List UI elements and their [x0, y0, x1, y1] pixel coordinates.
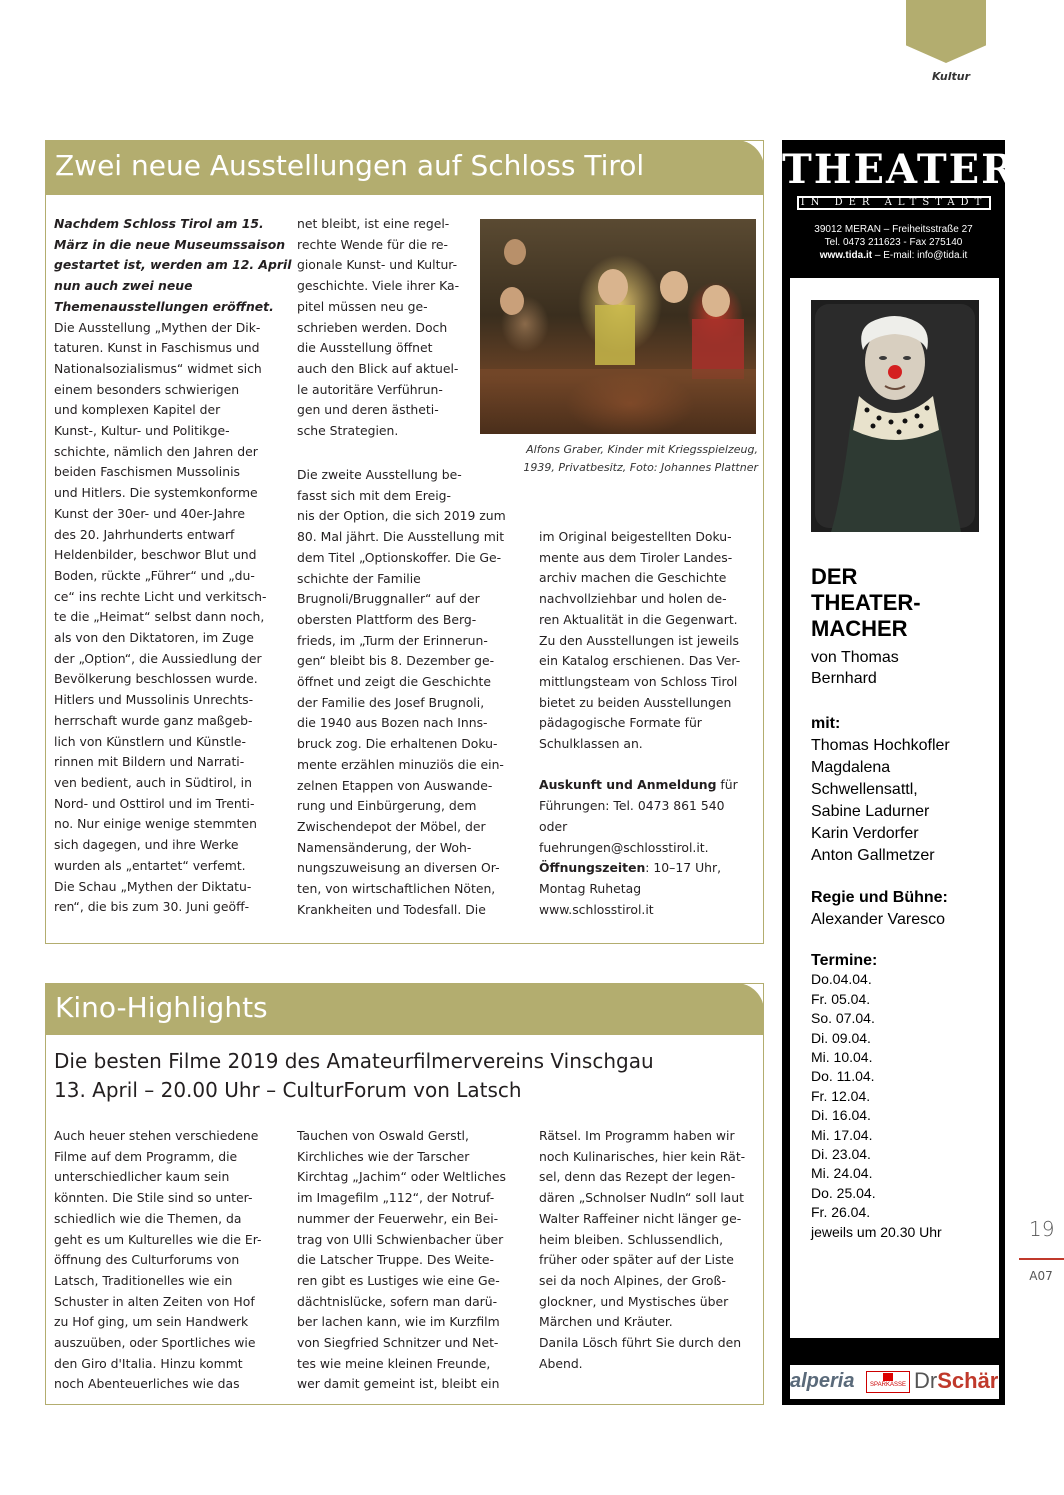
article2-body-3 [539, 1126, 763, 1374]
alperia-logo: alperia [790, 1370, 855, 1392]
text-line: fasst sich mit dem Ereig- [297, 487, 452, 503]
text-line: ren Aktualität in die Gegenwart. [539, 611, 738, 627]
play-title-line: MACHER [811, 616, 908, 641]
drschaer-name: Schär [937, 1368, 999, 1393]
drschaer-prefix: Dr [914, 1368, 938, 1393]
text-line: und komplexen Kapitel der [54, 402, 221, 418]
text-line: heim bleiben. Schlussendlich, [539, 1231, 724, 1247]
date-entry: Fr. 05.04. [811, 990, 871, 1007]
text-line: taturen. Kunst in Faschismus und [54, 340, 260, 356]
article1-column-1 [54, 214, 292, 918]
text-line: die Latscher Truppe. Des Weite- [297, 1252, 495, 1268]
text-line: Filme auf dem Programm, die [54, 1148, 238, 1164]
article2-body-2 [297, 1126, 525, 1395]
theater-email: – E-mail: info@tida.it [872, 250, 968, 261]
text-line: Kirchliches wie der Tarscher [297, 1148, 470, 1164]
text-line: einem besonders schwierigen [54, 381, 240, 397]
text-line: früher oder später auf der Liste [539, 1252, 734, 1268]
text-line: Latsch, Traditionelles wie ein [54, 1272, 233, 1288]
text-line: ce“ ins rechte Licht und verkitsch- [54, 588, 267, 604]
text-line: Schuster in alten Zeiten von Hof [54, 1293, 255, 1309]
text-line: ren“, die bis zum 30. Juni geöff- [54, 899, 250, 915]
text-line: pitel müssen neu ge- [297, 298, 428, 314]
theater-logo-title: THEATER [782, 146, 1017, 193]
hours-text: : 10–17 Uhr, [645, 860, 722, 876]
text-line: nummer der Feuerwehr, ein Bei- [297, 1210, 499, 1226]
text-line: noch Kulinarisches, hier kein Rät- [539, 1148, 746, 1164]
text-line: zelnen Etappen von Auswande- [297, 777, 493, 793]
article1-lead [54, 214, 292, 318]
article2-body-1 [54, 1126, 280, 1395]
text-line: Rätsel. Im Programm haben wir [539, 1128, 735, 1143]
text-line: fuehrungen@schlosstirol.it. [539, 839, 709, 855]
date-entry: Di. 23.04. [811, 1146, 871, 1163]
text-line: nungszuweisung an diversen Or- [297, 860, 500, 876]
text-line: öffnet und zeigt die Geschichte [297, 674, 491, 690]
text-line: Boden, rückte „Führer“ und „du- [54, 567, 255, 583]
text-line: sei da noch Alpines, der Groß- [539, 1272, 726, 1288]
clown-portrait-illustration [811, 300, 979, 532]
play-title-line: THEATER- [811, 590, 921, 615]
text-line: archiv machen die Geschichte [539, 570, 727, 586]
text-line: te die „Heimat“ selbst dann noch, [54, 609, 265, 625]
theater-web-url: www.tida.it [819, 250, 873, 261]
date-entry: Mi. 17.04. [811, 1126, 873, 1143]
text-line: die 1940 aus Bozen nach Inns- [297, 715, 488, 731]
sparkasse-icon [883, 1373, 893, 1381]
text-line: 80. Mal jährt. Die Ausstellung mit [297, 529, 505, 545]
text-line: der „Option“, die Aussiedlung der [54, 650, 262, 666]
cast-name: Karin Verdorfer [811, 825, 919, 842]
text-line: mittlungsteam von Schloss Tirol [539, 673, 738, 689]
date-entry: Do. 25.04. [811, 1184, 876, 1201]
play-author-line: von Thomas [811, 649, 899, 666]
cast-label: mit: [811, 715, 841, 732]
text-line: sich dagegen, und ihre Werke [54, 837, 239, 853]
text-line: Danila Lösch führt Sie durch den [539, 1335, 742, 1351]
poster-image [811, 300, 979, 532]
text-line: schiedlich wie die Themen, da [54, 1210, 242, 1226]
article1-body-1 [54, 318, 280, 918]
text-line: Namensänderung, der Woh- [297, 839, 472, 855]
play-author-line: Bernhard [811, 670, 877, 687]
sparkasse-text: SPARKASSE [870, 1382, 906, 1388]
text-line: beiden Faschismen Mussolinis [54, 464, 240, 480]
subtitle-line: Die besten Filme 2019 des Amateurfilmervereins Vinschgau [54, 1049, 654, 1073]
contact-label: Auskunft und Anmeldung [539, 777, 717, 793]
text-line: den Giro d'Italia. Hinzu kommt [54, 1355, 243, 1371]
dates-label: Termine: [811, 952, 878, 969]
contact-lines [539, 796, 761, 858]
text-line: Brugnoli/Bruggnaller“ auf der [297, 591, 480, 607]
cast-list [811, 713, 950, 867]
play-title [811, 564, 921, 642]
text-line: wurden als „entartet“ verfemt. [54, 857, 246, 873]
text-line: Tauchen von Oswald Gerstl, [297, 1128, 469, 1143]
text-line: obersten Plattform des Berg- [297, 611, 477, 627]
text-line: Themenausstellungen eröffnet. [54, 298, 274, 314]
page-number: 19 [1029, 1217, 1055, 1241]
text-line: und Hitlers. Die systemkonforme [54, 485, 258, 501]
text-line: glockner, und Mystisches über [539, 1293, 729, 1309]
text-line: wer damit gemeint ist, bleibt ein [297, 1376, 500, 1392]
text-line: herrschaft wurde ganz maßgeb- [54, 712, 253, 728]
text-line: dächtnislücke, sofern man darü- [297, 1293, 498, 1309]
performance-dates [811, 951, 942, 1242]
text-line: Kirchtag „Jachim“ oder Weltliches [297, 1169, 506, 1185]
subtitle-line: 13. April – 20.00 Uhr – CulturForum von Latsch [54, 1078, 522, 1102]
article1-body-2a [297, 214, 475, 442]
text-line: oder [539, 818, 568, 834]
text-line: Schulklassen an. [539, 736, 643, 752]
hours-lines [539, 879, 761, 920]
text-line: net bleibt, ist eine regel- [297, 216, 450, 231]
page-tab [906, 0, 986, 63]
text-line: im Original beigestellten Doku- [539, 529, 732, 544]
caption-line: Alfons Graber, Kinder mit Kriegsspielzeug, [526, 443, 758, 456]
text-line: zu Hof ging, um sein Handwerk [54, 1314, 249, 1330]
date-entry: Fr. 26.04. [811, 1204, 871, 1221]
text-line: Nationalsozialismus“ widmet sich [54, 360, 262, 376]
text-line: Krankheiten und Todesfall. Die [297, 901, 486, 917]
section-label: Kultur [931, 70, 970, 83]
sponsor-bar [790, 1365, 999, 1399]
text-line: nun auch zwei neue [54, 278, 193, 294]
date-entry: Do. 11.04. [811, 1068, 875, 1085]
director-info [811, 887, 948, 931]
text-line: als von den Diktatoren, im Zuge [54, 630, 254, 646]
director-name: Alexander Varesco [811, 911, 945, 928]
date-entry: Do.04.04. [811, 971, 872, 988]
text-line: ven bedient, auch in Südtirol, in [54, 774, 252, 790]
text-line: von Siegfried Schnitzer und Net- [297, 1335, 499, 1351]
text-line: könnten. Die Stile sind so unter- [54, 1190, 253, 1206]
article2-column-3 [539, 1126, 763, 1374]
text-line: frieds, im „Turm der Erinnerun- [297, 632, 488, 648]
text-line: no. Nur einige wenige stemmten [54, 816, 257, 832]
cast-name: Magdalena [811, 759, 891, 776]
text-line: dem Titel „Optionskoffer. Die Ge- [297, 549, 502, 565]
text-line: Walter Raffeiner nicht länger ge- [539, 1210, 742, 1226]
text-line: mente erzählen minuziös die ein- [297, 756, 504, 772]
text-line: rechte Wende für die re- [297, 236, 448, 252]
text-line: sel, denn das Rezept der legen- [539, 1169, 736, 1185]
article-title-banner [45, 983, 764, 1035]
text-line: im Imagefilm „112“, der Notruf- [297, 1190, 495, 1206]
text-line: dären „Schnolser Nudln“ soll laut [539, 1190, 744, 1206]
text-line: le autoritäre Verführun- [297, 381, 443, 397]
text-line: unterschiedlicher kaum sein [54, 1169, 230, 1185]
cast-names [811, 735, 950, 867]
cast-name: Thomas Hochkofler [811, 737, 950, 754]
text-line: Bevölkerung beschlossen wurde. [54, 671, 258, 687]
text-line: Abend. [539, 1355, 583, 1371]
text-line: Hitlers und Mussolinis Unrechts- [54, 692, 254, 708]
text-line: tes wie meine kleinen Freunde, [297, 1355, 491, 1371]
text-line: Märchen und Kräuter. [539, 1314, 673, 1330]
article1-column-2b [297, 465, 525, 920]
article-title: Kino-Highlights [55, 991, 268, 1024]
cast-name: Sabine Ladurner [811, 803, 930, 820]
contact-info [539, 775, 761, 920]
text-line: nachvollziehbar und holen de- [539, 591, 727, 607]
sparkasse-logo [866, 1371, 910, 1393]
text-line: nis der Option, die sich 2019 zum [297, 508, 506, 524]
text-line: schichte der Familie [297, 570, 421, 586]
text-line: auch den Blick auf aktuel- [297, 360, 459, 376]
date-entry: So. 07.04. [811, 1010, 875, 1027]
date-entry: Di. 16.04. [811, 1107, 871, 1124]
theater-web [782, 250, 1005, 261]
image-caption [500, 441, 758, 477]
painting-image [480, 219, 756, 434]
text-line: mente aus dem Tiroler Landes- [539, 549, 733, 565]
text-line: öffnung des Culturforums von [54, 1252, 240, 1268]
text-line: Führungen: Tel. 0473 861 540 [539, 798, 725, 814]
text-line: ten, von wirtschaftlichen Nöten, [297, 881, 496, 897]
text-line: noch Abenteuerliches wie das [54, 1376, 240, 1392]
text-line: rinnen mit Bildern und Narrati- [54, 754, 245, 770]
drschaer-logo [914, 1368, 998, 1394]
article-title: Zwei neue Ausstellungen auf Schloss Tirol [55, 149, 645, 182]
contact-text: für [716, 777, 738, 793]
text-line: Zu den Ausstellungen ist jeweils [539, 632, 740, 648]
text-line: bruck zog. Die erhaltenen Doku- [297, 736, 498, 752]
play-title-line: DER [811, 564, 858, 589]
article2-column-2 [297, 1126, 525, 1395]
theater-address: 39012 MERAN – Freiheitsstraße 27 [814, 224, 973, 235]
dates-list [811, 970, 942, 1242]
director-label: Regie und Bühne: [811, 889, 948, 906]
text-line: pädagogische Formate für [539, 715, 702, 731]
text-line: gestartet ist, werden am 12. April [54, 257, 292, 273]
text-line: bietet zu beiden Ausstellungen [539, 694, 732, 710]
date-entry: Mi. 24.04. [811, 1165, 873, 1182]
text-line: trag von Ulli Schwienbacher über [297, 1231, 504, 1247]
text-line: Kunst-, Kultur- und Politikge- [54, 423, 230, 439]
caption-line: 1939, Privatbesitz, Foto: Johannes Plattner [523, 461, 758, 474]
article1-column-2a [297, 214, 475, 442]
text-line: gen und deren ästheti- [297, 402, 439, 418]
text-line: der Familie des Josef Brugnoli, [297, 694, 485, 710]
text-line: ein Katalog erschienen. Das Ver- [539, 653, 741, 669]
article1-body-3 [539, 527, 761, 755]
text-line: Zwischendepot der Möbel, der [297, 818, 486, 834]
text-line: Die Schau „Mythen der Diktatu- [54, 878, 252, 894]
article-title-banner [45, 140, 764, 195]
text-line: auszuüben, oder Sportliches wie [54, 1335, 256, 1351]
article1-column-3 [539, 527, 761, 920]
cast-name: Anton Gallmetzer [811, 847, 935, 864]
hours-label: Öffnungszeiten [539, 860, 646, 876]
cast-name: Schwellensattl, [811, 781, 918, 798]
text-line: Auch heuer stehen verschiedene [54, 1128, 259, 1143]
text-line: lich von Künstlern und Künstle- [54, 733, 247, 749]
text-line: www.schlosstirol.it [539, 901, 654, 917]
text-line: rung und Einbürgerung, dem [297, 798, 477, 814]
text-line: gionale Kunst- und Kultur- [297, 257, 458, 273]
text-line: Nachdem Schloss Tirol am 15. [54, 216, 264, 231]
text-line: die Ausstellung öffnet [297, 340, 433, 356]
date-entry: jeweils um 20.30 Uhr [811, 1223, 942, 1240]
text-line: Nord- und Osttirol und im Trenti- [54, 795, 255, 811]
date-entry: Mi. 10.04. [811, 1049, 873, 1066]
theater-logo-subtitle: IN DER ALTSTADT [797, 196, 991, 210]
date-entry: Fr. 12.04. [811, 1087, 871, 1104]
theater-phone: Tel. 0473 211623 - Fax 275140 [824, 237, 963, 248]
text-line: sche Strategien. [297, 423, 399, 439]
text-line: Die zweite Ausstellung be- [297, 467, 462, 482]
page-code: A07 [1029, 1269, 1053, 1283]
text-line: März in die neue Museumssaison [54, 236, 286, 252]
text-line: Kunst der 30er- und 40er-Jahre [54, 505, 245, 521]
text-line: geschichte. Viele ihrer Ka- [297, 278, 460, 294]
article2-column-1 [54, 1126, 280, 1395]
text-line: gen“ bleibt bis 8. Dezember ge- [297, 653, 495, 669]
text-line: ren gibt es Lustiges wie eine Ge- [297, 1272, 500, 1288]
text-line: schrieben werden. Doch [297, 319, 448, 335]
text-line: des 20. Jahrhunderts entwarf [54, 526, 235, 542]
article1-body-2b [297, 465, 525, 920]
text-line: geht es um Kulturelles wie die Er- [54, 1231, 262, 1247]
text-line: ber lachen kann, wie im Kurzfilm [297, 1314, 500, 1330]
text-line: Montag Ruhetag [539, 880, 642, 896]
text-line: schichte, nämlich den Jahren der [54, 443, 258, 459]
article-subtitle [54, 1047, 654, 1105]
play-author [811, 647, 899, 689]
page-number-rule [1019, 1258, 1064, 1260]
date-entry: Di. 09.04. [811, 1029, 871, 1046]
text-line: Heldenbilder, beschwor Blut und [54, 547, 257, 563]
text-line: Die Ausstellung „Mythen der Dik- [54, 319, 261, 335]
